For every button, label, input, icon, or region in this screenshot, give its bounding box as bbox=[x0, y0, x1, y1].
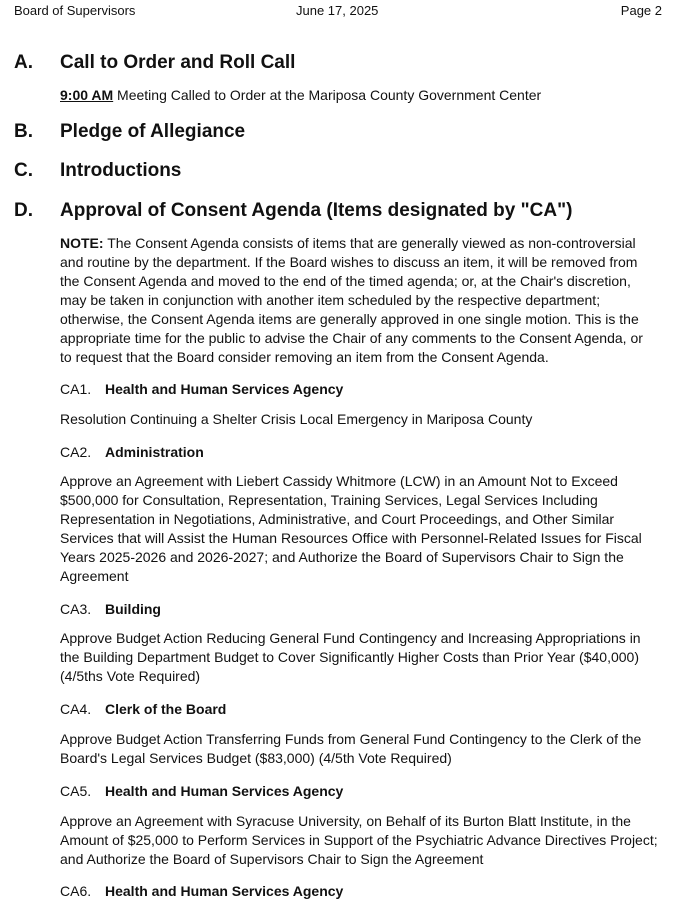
item-number: CA1. bbox=[60, 381, 92, 397]
section-letter: D. bbox=[14, 200, 33, 221]
consent-item-ca1-heading bbox=[60, 380, 658, 399]
item-number: CA2. bbox=[60, 444, 92, 460]
header-board-name: Board of Supervisors bbox=[14, 3, 136, 18]
note-text: The Consent Agenda consists of items that are generally viewed as non-controversial and routine by the department. If the Board wishes to discuss an item, it will be removed from the Consent Agenda and moved to the end of the timed agenda; or, at the Chair's discretion, may be taken in conjunction with another item scheduled by the respective department; otherwise, the Consent Agenda items are generally approved in one single motion. This is the appropriate time for the public to advise the Chair of any comments to the Consent Agenda, or to request that the Board consider removing an item from the Consent Agenda. bbox=[60, 235, 643, 365]
call-to-order-line bbox=[60, 86, 658, 105]
consent-item-ca1-description: Resolution Continuing a Shelter Crisis Local Emergency in Mariposa County bbox=[60, 411, 533, 427]
section-letter: C. bbox=[14, 160, 33, 181]
item-number: CA5. bbox=[60, 783, 92, 799]
item-number: CA6. bbox=[60, 883, 92, 899]
consent-item-ca2-description: Approve an Agreement with Liebert Cassidy Whitmore (LCW) in an Amount Not to Exceed $500,000 for Consultation, Representation, Training Services, Legal Services Including Representation in Negotiations, Administrative, and Court Proceedings, and Other Similar Services that will Assist the Human Resources Office with Personnel-Related Issues for Fiscal Years 2025-2026 and 2026-2027; and Authorize the Board of Supervisors Chair to Sign the Agreement bbox=[60, 473, 642, 584]
consent-agenda-note bbox=[60, 234, 658, 367]
page-header bbox=[14, 2, 662, 20]
consent-item-ca2-heading bbox=[60, 443, 658, 462]
section-title: Approval of Consent Agenda (Items designated by "CA") bbox=[60, 200, 573, 221]
consent-item-ca4-heading bbox=[60, 700, 658, 719]
item-number: CA4. bbox=[60, 701, 92, 717]
header-page-number: Page 2 bbox=[620, 3, 662, 18]
consent-item-ca5-description: Approve an Agreement with Syracuse University, on Behalf of its Burton Blatt Institute, in the Amount of $25,000 to Perform Services in Support of the Psychiatric Advance Directives Project; and Authorize the Board of Supervisors Chair to Sign the Agreement bbox=[60, 813, 658, 867]
note-label: NOTE: bbox=[60, 235, 104, 251]
consent-item-ca6-heading bbox=[60, 882, 658, 901]
item-department: Building bbox=[105, 601, 161, 617]
item-department: Clerk of the Board bbox=[105, 701, 227, 717]
item-number: CA3. bbox=[60, 601, 92, 617]
section-letter: B. bbox=[14, 121, 33, 142]
section-title: Call to Order and Roll Call bbox=[60, 52, 296, 73]
consent-item-ca4-description: Approve Budget Action Transferring Funds from General Fund Contingency to the Clerk of the Board's Legal Services Budget ($83,000) (4/5th Vote Required) bbox=[60, 731, 642, 766]
consent-item-ca3-heading bbox=[60, 600, 658, 619]
consent-item-ca3-description: Approve Budget Action Reducing General Fund Contingency and Increasing Appropriations in the Building Department Budget to Cover Significantly Higher Costs than Prior Year ($40,000) (4/5ths Vote Required) bbox=[60, 630, 641, 684]
section-title: Introductions bbox=[60, 160, 182, 181]
item-department: Administration bbox=[105, 444, 204, 460]
section-letter: A. bbox=[14, 52, 33, 73]
meeting-time: 9:00 AM bbox=[60, 87, 114, 103]
consent-item-ca5-heading bbox=[60, 782, 658, 801]
item-department: Health and Human Services Agency bbox=[105, 783, 344, 799]
section-title: Pledge of Allegiance bbox=[60, 121, 246, 142]
item-department: Health and Human Services Agency bbox=[105, 381, 344, 397]
item-department: Health and Human Services Agency bbox=[105, 883, 344, 899]
header-date: June 17, 2025 bbox=[296, 3, 379, 18]
call-to-order-text: Meeting Called to Order at the Mariposa County Government Center bbox=[113, 87, 542, 103]
